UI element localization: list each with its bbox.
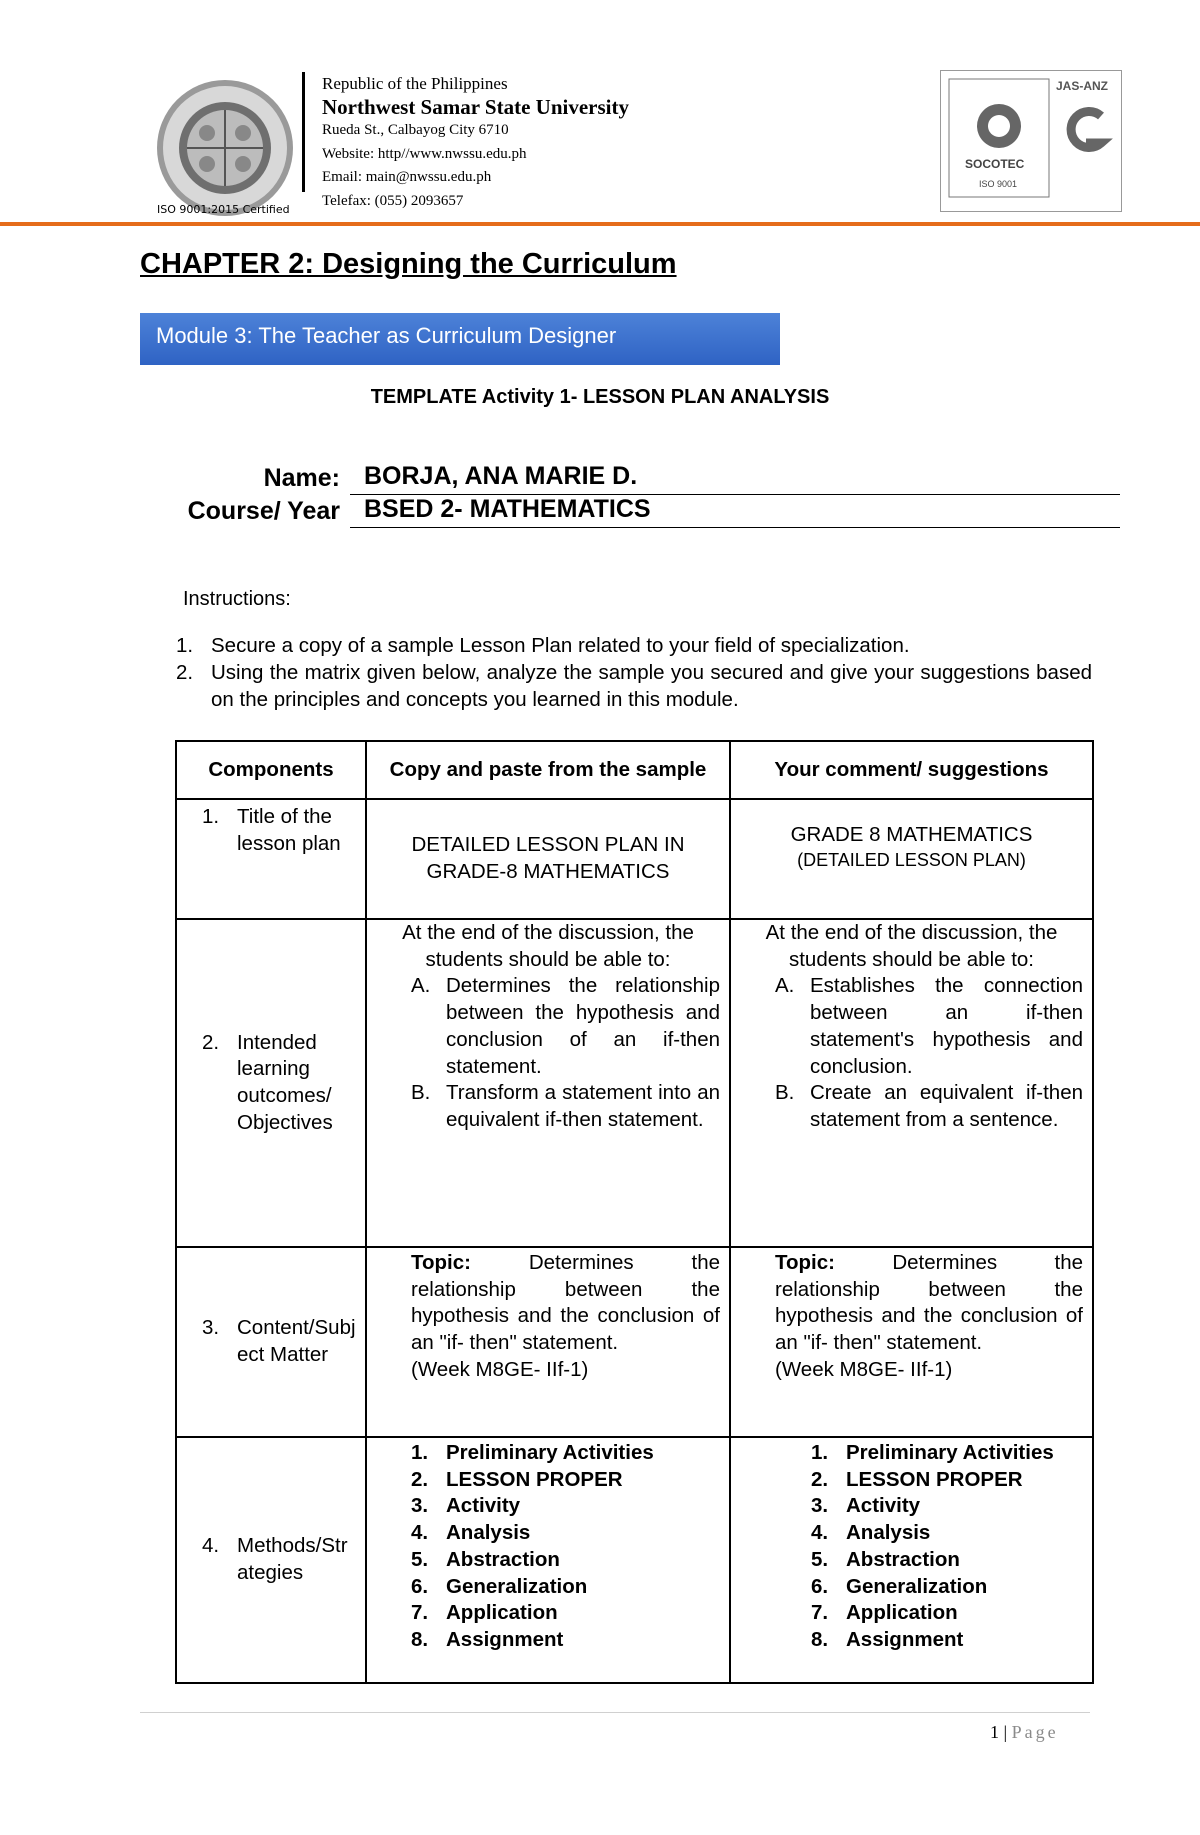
component-cell	[176, 919, 366, 1247]
row-number: 2.	[202, 1030, 220, 1054]
sample-intro: At the end of the discussion, the students should be able to:	[402, 921, 694, 971]
course-label: Course/ Year	[187, 497, 340, 525]
chapter-title: CHAPTER 2: Designing the Curriculum	[140, 248, 677, 280]
list-item	[176, 659, 1092, 713]
list-item: 1. Preliminary Activities	[811, 1441, 1054, 1464]
page-label: Page	[1011, 1722, 1059, 1742]
component-text: Methods/Strategies	[237, 1534, 348, 1584]
comment-cell	[730, 919, 1093, 1247]
page-number	[990, 1722, 1059, 1743]
component-cell	[176, 1437, 366, 1683]
list-item-text: Using the matrix given below, analyze the sample you secured and give your suggestions based on the principles and concepts you learned in this module.	[211, 661, 1092, 711]
list-item: 6. Generalization	[811, 1574, 988, 1598]
list-item: 4. Analysis	[811, 1521, 931, 1545]
list-item: 2. LESSON PROPER	[811, 1467, 1023, 1491]
list-item: 7. Application	[411, 1601, 558, 1625]
comment-objective-a: Establishes the connection between an if-then statement's hypothesis and conclusion.	[810, 974, 1083, 1078]
table-row	[176, 919, 1093, 1247]
course-field: BSED 2- MATHEMATICS	[350, 495, 1120, 528]
list-item: A. Determines the relationship between the hypothesis and conclusion of an if-then statement.	[376, 973, 720, 1080]
address-line: Rueda St., Calbayog City 6710	[322, 122, 509, 138]
sample-topic: Determines the relationship between the hypothesis and the conclusion of an "if- then" statement.	[411, 1251, 720, 1355]
sample-objective-b: Transform a statement into an equivalent if-then statement.	[446, 1081, 720, 1131]
list-item: 6. Generalization	[411, 1574, 588, 1598]
page-separator: |	[1003, 1722, 1008, 1742]
list-item-number: 2.	[176, 661, 194, 684]
website-line: Website: http//www.nwssu.edu.ph	[322, 145, 527, 162]
topic-label: Topic:	[411, 1251, 471, 1274]
instructions-list	[176, 632, 1092, 713]
sample-week: (Week M8GE- IIf-1)	[411, 1357, 589, 1381]
component-text: Title of the lesson plan	[237, 805, 341, 855]
table-row	[176, 1247, 1093, 1437]
list-item-number: 1.	[176, 634, 194, 657]
email-line: Email: main@nwssu.edu.ph	[322, 169, 492, 185]
lesson-plan-analysis-table	[175, 740, 1094, 1684]
name-field: BORJA, ANA MARIE D.	[350, 462, 1120, 495]
list-item: B. Create an equivalent if-then statement from a sentence.	[740, 1080, 1083, 1133]
list-item: 5. Abstraction	[811, 1547, 960, 1571]
sample-cell	[366, 1437, 730, 1683]
jas-anz-label: JAS-ANZ	[1056, 79, 1109, 93]
university-name: Northwest Samar State University	[322, 94, 629, 119]
header-address-block	[322, 72, 629, 213]
comment-topic: Determines the relationship between the hypothesis and the conclusion of an "if- then" statement.	[775, 1251, 1083, 1355]
row-number: 4.	[202, 1534, 220, 1558]
component-cell	[176, 1247, 366, 1437]
sample-cell: DETAILED LESSON PLAN IN GRADE-8 MATHEMATICS	[366, 799, 730, 919]
template-title: TEMPLATE Activity 1- LESSON PLAN ANALYSIS	[370, 386, 830, 408]
list-item: 1. Preliminary Activities	[411, 1441, 654, 1464]
list-item: 3. Activity	[811, 1494, 921, 1518]
header-sample: Copy and paste from the sample	[366, 741, 730, 799]
university-seal-logo	[155, 78, 295, 218]
list-item: 2. LESSON PROPER	[411, 1467, 623, 1491]
table-header-row	[176, 741, 1093, 799]
list-item: 7. Application	[811, 1601, 958, 1625]
comment-intro: At the end of the discussion, the students should be able to:	[765, 921, 1058, 971]
list-item: 4. Analysis	[411, 1521, 531, 1545]
component-text: Intended learning outcomes/ Objectives	[237, 1030, 333, 1134]
list-item	[176, 632, 1092, 659]
page-number-value: 1	[990, 1722, 999, 1742]
component-cell	[176, 799, 366, 919]
comment-objective-b: Create an equivalent if-then statement from a sentence.	[810, 1081, 1083, 1131]
list-item: B. Transform a statement into an equivalent if-then statement.	[376, 1080, 720, 1133]
telefax-line: Telefax: (055) 2093657	[322, 192, 464, 209]
iso-label: ISO 9001	[979, 179, 1018, 189]
sample-cell	[366, 1247, 730, 1437]
list-item-text: Secure a copy of a sample Lesson Plan related to your field of specialization.	[211, 634, 910, 657]
footer-rule	[140, 1712, 1090, 1713]
republic-line: Republic of the Philippines	[322, 74, 508, 93]
comment-week: (Week M8GE- IIf-1)	[775, 1357, 953, 1381]
sample-objective-a: Determines the relationship between the hypothesis and conclusion of an if-then statement.	[446, 974, 720, 1078]
instructions-label: Instructions:	[183, 588, 291, 610]
sample-cell	[366, 919, 730, 1247]
list-item: 8. Assignment	[411, 1627, 564, 1651]
name-label: Name:	[263, 464, 340, 492]
row-number: 1.	[202, 805, 220, 828]
comment-cell	[730, 1437, 1093, 1683]
module-banner: Module 3: The Teacher as Curriculum Designer	[140, 313, 780, 365]
iso-certified-caption: ISO 9001:2015 Certified	[157, 203, 290, 216]
table-row	[176, 1437, 1093, 1683]
list-item: 3. Activity	[411, 1494, 521, 1518]
comment-sub: (DETAILED LESSON PLAN)	[797, 849, 1026, 870]
list-item: 8. Assignment	[811, 1627, 964, 1651]
socotec-label: SOCOTEC	[965, 157, 1025, 171]
component-text: Content/Subject Matter	[237, 1316, 356, 1366]
row-number: 3.	[202, 1316, 220, 1340]
header-components: Components	[176, 741, 366, 799]
comment-cell	[730, 799, 1093, 919]
header-divider	[302, 72, 305, 192]
topic-label: Topic:	[775, 1251, 835, 1274]
certification-logos	[940, 70, 1122, 212]
list-item: A. Establishes the connection between an if-then statement's hypothesis and conclusion.	[740, 973, 1083, 1080]
table-row	[176, 799, 1093, 919]
header-comment: Your comment/ suggestions	[730, 741, 1093, 799]
list-item: 5. Abstraction	[411, 1547, 560, 1571]
header-orange-rule	[0, 222, 1200, 226]
comment-main: GRADE 8 MATHEMATICS	[790, 823, 1033, 846]
comment-cell	[730, 1247, 1093, 1437]
